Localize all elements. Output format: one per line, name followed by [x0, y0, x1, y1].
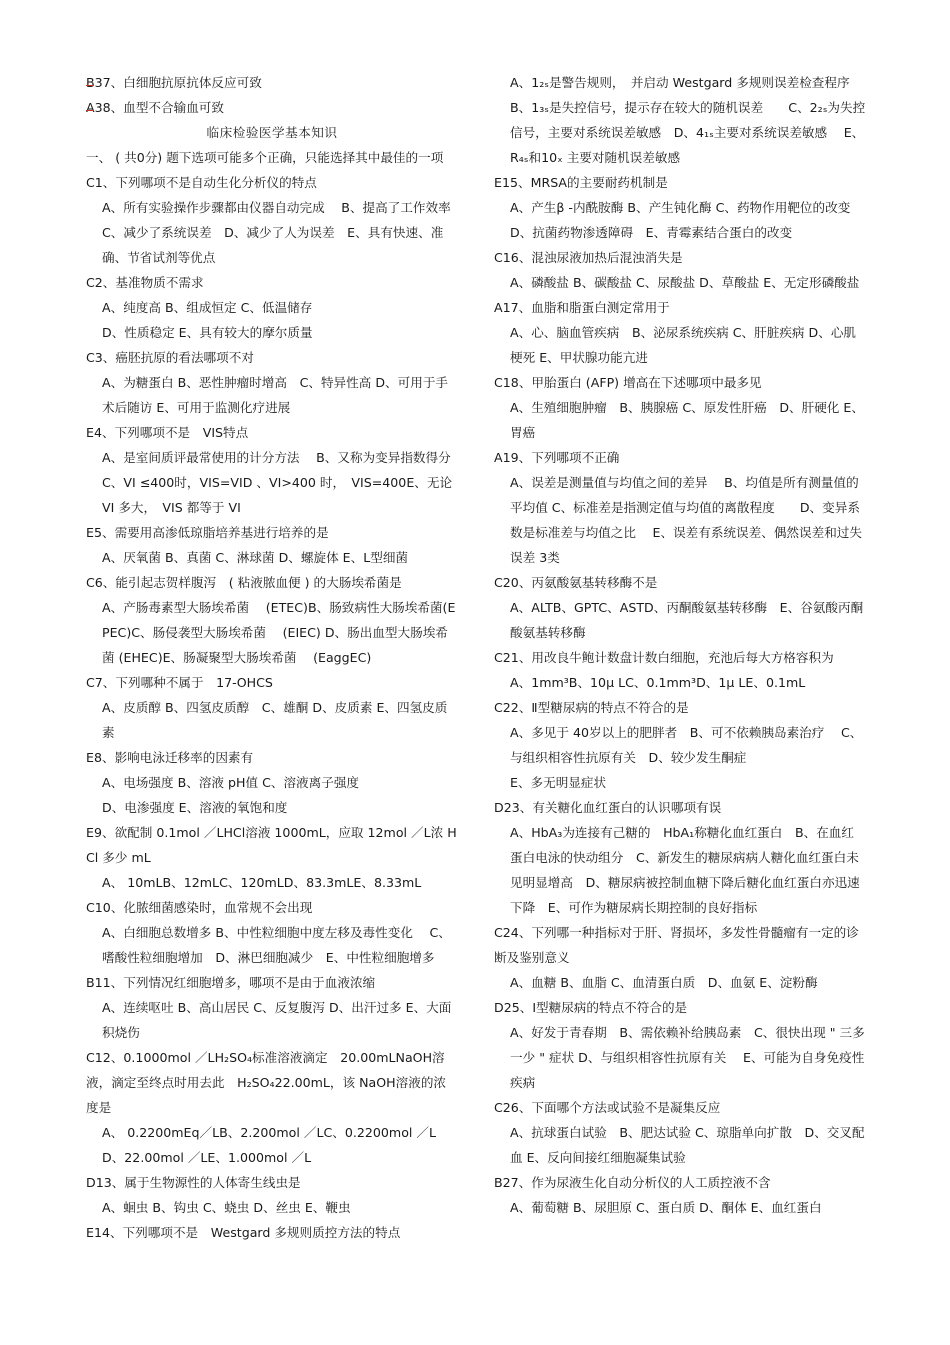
question-22-options-b: E、多无明显症状 — [510, 775, 607, 790]
question-20-options: A、ALTB、GPTC、ASTD、丙酮酸氨基转移酶 E、谷氨酸丙酮酸氨基转移酶 — [510, 600, 864, 640]
question-22: C22、Ⅱ型糖尿病的特点不符合的是 — [494, 700, 689, 715]
question-13: D13、属于生物源性的人体寄生线虫是 — [86, 1175, 301, 1190]
question-8-options-b: D、电渗强度 E、溶液的氧饱和度 — [102, 800, 288, 815]
question-17-options: A、心、脑血管疾病 B、泌尿系统疾病 C、肝脏疾病 D、心肌梗死 E、甲状腺功能亢进 — [510, 325, 857, 365]
question-21-options: A、1mm³B、10μ LC、0.1mm³D、1μ LE、0.1mL — [510, 675, 806, 690]
question-3-options: A、为糖蛋白 B、恶性肿瘤时增高 C、特异性高 D、可用于手术后随访 E、可用于监测化疗进展 — [102, 375, 449, 415]
question-3: C3、癌胚抗原的看法哪项不对 — [86, 350, 254, 365]
doc-title: 临床检验医学基本知识 — [206, 125, 338, 140]
question-18-options: A、生殖细胞肿瘤 B、胰腺癌 C、原发性肝癌 D、肝硬化 E、胃癌 — [510, 400, 864, 440]
question-19-options: A、误差是测量值与均值之间的差异 B、均值是所有测量值的平均值 C、标准差是指测定值与均值的离散程度 D、变异系数是标准差与均值之比 E、误差有系统误差、偶然误差和过失误差 3类 — [510, 475, 862, 565]
question-21: C21、用改良牛鲍计数盘计数白细胞，充池后每大方格容积为 — [494, 650, 834, 665]
question-10: C10、化脓细菌感染时，血常规不会出现 — [86, 900, 313, 915]
question-20: C20、丙氨酸氨基转移酶不是 — [494, 575, 658, 590]
question-7-options: A、皮质醇 B、四氢皮质醇 C、雄酮 D、皮质素 E、四氢皮质素 — [102, 700, 448, 740]
question-11: B11、下列情况红细胞增多，哪项不是由于血液浓缩 — [86, 975, 376, 990]
question-18: C18、甲胎蛋白 (AFP) 增高在下述哪项中最多见 — [494, 375, 762, 390]
question-4-options: A、是室间质评最常使用的计分方法 B、又称为变异指数得分C、VI ≤400时，VIS=VID 、VI>400 时， VIS=400E、无论VI 多大， VIS 都等于 VI — [102, 450, 453, 515]
question-10-options: A、白细胞总数增多 B、中性粒细胞中度左移及毒性变化 C、嗜酸性粒细胞增加 D、淋巴细胞减少 E、中性粒细胞增多 — [102, 925, 451, 965]
question-26: C26、下面哪个方法或试验不是凝集反应 — [494, 1100, 721, 1115]
question-23-options: A、HbA₃为连接有己糖的 HbA₁称糖化血红蛋白 B、在血红蛋白电泳的快动组分 C、新发生的糖尿病病人糖化血红蛋白未见明显增高 D、糖尿病被控制血糖下降后糖化血红蛋白亦迅速下降 E、可作为糖尿病长期控制的良好指标 — [510, 825, 860, 915]
question-24-options: A、血糖 B、血脂 C、血清蛋白质 D、血氨 E、淀粉酶 — [510, 975, 818, 990]
question-2-options-b: D、性质稳定 E、具有较大的摩尔质量 — [102, 325, 313, 340]
question-12: C12、0.1000mol ／LH₂SO₄标准溶液滴定 20.00mLNaOH溶液，滴定至终点时用去此 H₂SO₄22.00mL，该 NaOH溶液的浓度是 — [86, 1050, 447, 1115]
question-12-options: A、 0.2200mEq／LB、2.200mol ／LC、0.2200mol ／LD、22.00mol ／LE、1.000mol ／L — [102, 1125, 437, 1165]
question-15: E15、MRSA的主要耐药机制是 — [494, 175, 668, 190]
question-11-options: A、连续呕吐 B、高山居民 C、反复腹泻 D、出汗过多 E、大面积烧伤 — [102, 1000, 452, 1040]
question-5-options: A、厌氧菌 B、真菌 C、淋球菌 D、螺旋体 E、L型细菌 — [102, 550, 409, 565]
item-a38 — [86, 95, 458, 120]
question-2: C2、基准物质不需求 — [86, 275, 204, 290]
question-1-options: A、所有实验操作步骤都由仪器自动完成 B、提高了工作效率C、减少了系统误差 D、减少了人为误差 E、具有快速、准确、节省试剂等优点 — [102, 200, 451, 265]
question-25-options: A、好发于青春期 B、需依赖补给胰岛素 C、很快出现 " 三多一少 " 症状 D、与组织相容性抗原有关 E、可能为自身免疫性疾病 — [510, 1025, 865, 1090]
question-22-options-a: A、多见于 40岁以上的肥胖者 B、可不依赖胰岛素治疗 C、与组织相容性抗原有关 D、较少发生酮症 — [510, 725, 863, 765]
question-15-options: A、产生β -内酰胺酶 B、产生钝化酶 C、药物作用靶位的改变D、抗菌药物渗透障碍 E、青霉素结合蛋白的改变 — [510, 200, 851, 240]
question-9: E9、欲配制 0.1mol ／LHCl溶液 1000mL，应取 12mol ／L浓 HCl 多少 mL — [86, 825, 457, 865]
question-16-options: A、磷酸盐 B、碳酸盐 C、尿酸盐 D、草酸盐 E、无定形磷酸盐 — [510, 275, 860, 290]
question-5: E5、需要用高渗低琼脂培养基进行培养的是 — [86, 525, 329, 540]
item-a38-text: A38、血型不合输血可致 — [86, 100, 224, 115]
question-8-options-a: A、电场强度 B、溶液 pH值 C、溶液离子强度 — [102, 775, 360, 790]
question-1: C1、下列哪项不是自动生化分析仪的特点 — [86, 175, 317, 190]
question-24: C24、下列哪一种指标对于肝、肾损坏，多发性骨髓瘤有一定的诊断及鉴别意义 — [494, 925, 859, 965]
question-23: D23、有关糖化血红蛋白的认识哪项有误 — [494, 800, 722, 815]
question-14-options: A、1₂ₛ是警告规则， 并启动 Westgard 多规则误差检查程序 B、1₃ₛ是失控信号，提示存在较大的随机误差 C、2₂ₛ为失控信号，主要对系统误差敏感 D、4₁ₛ主要对系统误差敏感 E、R₄ₛ和10ₓ 主要对随机误差敏感 — [510, 75, 867, 165]
question-8: E8、影响电泳迁移率的因素有 — [86, 750, 254, 765]
question-26-options: A、抗球蛋白试验 B、肥达试验 C、琼脂单向扩散 D、交叉配血 E、反向间接红细胞凝集试验 — [510, 1125, 865, 1165]
item-b37 — [86, 70, 458, 95]
section-heading: 一、 ( 共0分) 题下选项可能多个正确，只能选择其中最佳的一项 — [86, 150, 444, 165]
question-14: E14、下列哪项不是 Westgard 多规则质控方法的特点 — [86, 1225, 401, 1240]
question-19: A19、下列哪项不正确 — [494, 450, 620, 465]
question-6-options: A、产肠毒素型大肠埃希菌 (ETEC)B、肠致病性大肠埃希菌(EPEC)C、肠侵袭型大肠埃希菌 (EIEC) D、肠出血型大肠埃希菌 (EHEC)E、肠凝聚型大肠埃希菌 (EaggEC) — [102, 600, 456, 665]
item-b37-text: B37、白细胞抗原抗体反应可致 — [86, 75, 262, 90]
question-9-options: A、 10mLB、12mLC、120mLD、83.3mLE、8.33mL — [102, 875, 422, 890]
question-27: B27、作为尿液生化自动分析仪的人工质控液不含 — [494, 1175, 771, 1190]
question-7: C7、下列哪种不属于 17-OHCS — [86, 675, 273, 690]
right-column — [494, 70, 866, 1220]
left-column — [86, 70, 458, 1245]
question-6: C6、能引起志贺样腹泻 ( 粘液脓血便 ) 的大肠埃希菌是 — [86, 575, 402, 590]
question-13-options: A、蛔虫 B、钩虫 C、蛲虫 D、丝虫 E、鞭虫 — [102, 1200, 351, 1215]
question-25: D25、Ⅰ型糖尿病的特点不符合的是 — [494, 1000, 688, 1015]
question-27-options: A、葡萄糖 B、尿胆原 C、蛋白质 D、酮体 E、血红蛋白 — [510, 1200, 822, 1215]
question-16: C16、混浊尿液加热后混浊消失是 — [494, 250, 683, 265]
question-17: A17、血脂和脂蛋白测定常用于 — [494, 300, 670, 315]
question-4: E4、下列哪项不是 VIS特点 — [86, 425, 249, 440]
question-2-options-a: A、纯度高 B、组成恒定 C、低温储存 — [102, 300, 313, 315]
